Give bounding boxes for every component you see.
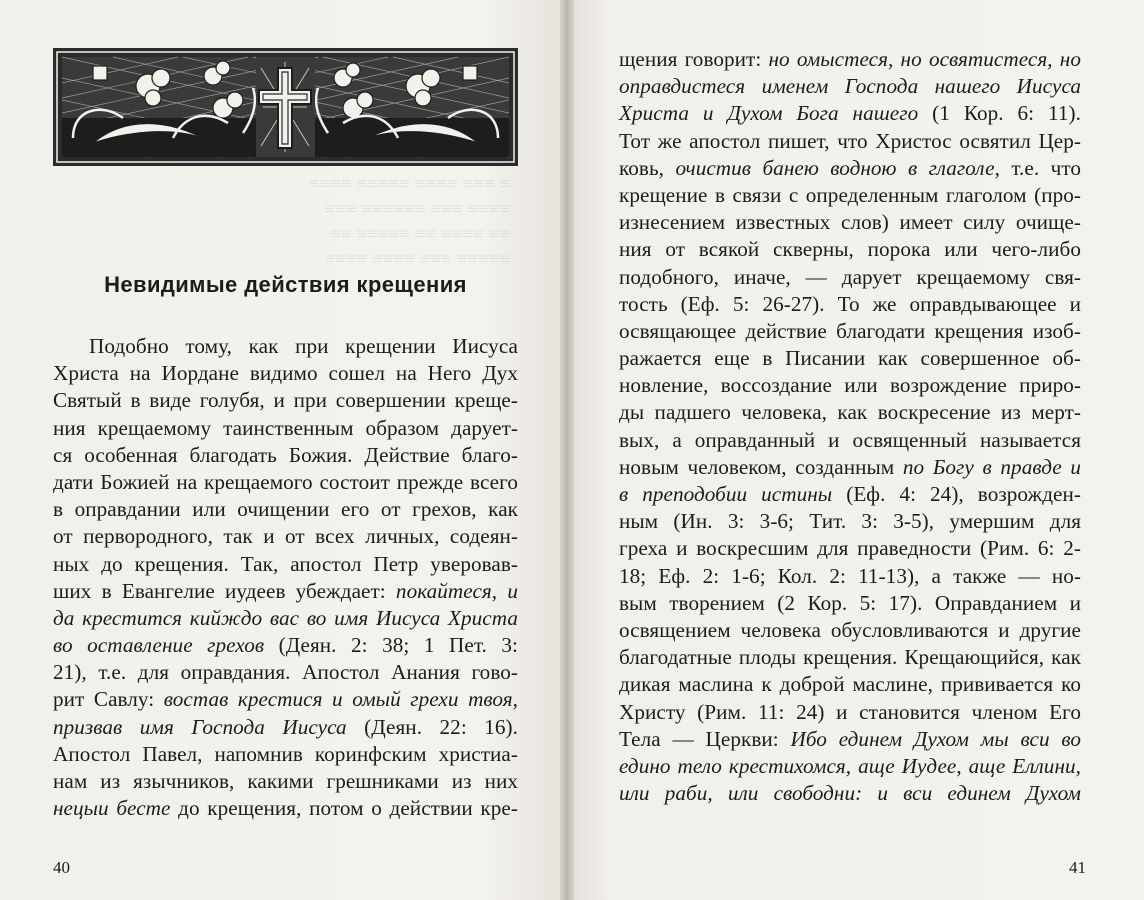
text-line: Христа на Иордане видимо сошел на Него Дух	[53, 361, 518, 386]
text-line: ды падшего человека, как воскресение из мерт-	[619, 400, 1081, 425]
text-line: вым творением (2 Кор. 5: 17). Оправданием и	[619, 590, 1081, 615]
text-line: ражается еще в Писании как совершенное об-	[619, 346, 1081, 371]
text-line	[53, 686, 518, 713]
left-page-body	[53, 333, 518, 822]
text-line	[619, 726, 1081, 753]
text-line	[619, 155, 1081, 182]
text-line: тость (Еф. 5: 26-27). То же оправдывающее и	[619, 291, 1081, 316]
scripture-quote: покайтеся, и	[395, 578, 518, 603]
text-line: крещение в связи с определенным глаголом (про-	[619, 182, 1081, 207]
scripture-quote: востав крестися и омый грехи твоя,	[163, 687, 518, 712]
text-line: Подобно тому, как при крещении Иисуса	[89, 334, 518, 358]
page-number: 40	[53, 858, 70, 877]
floral-ornament-icon	[53, 48, 518, 166]
scripture-quote: но омыстеся, но освятистеся, но	[768, 47, 1081, 71]
text-line	[619, 780, 1081, 807]
text-line	[53, 605, 518, 632]
text-run: (Еф. 4: 24), возрожден-	[832, 482, 1081, 506]
text-line: от первородного, так и от всех личных, содеян-	[53, 524, 518, 549]
text-line: благодатные плоды крещения. Крещающийся, как	[619, 645, 1081, 670]
scripture-quote: Христа и Духом Бога нашего	[619, 101, 919, 126]
text-line	[619, 753, 1081, 780]
book-gutter	[560, 0, 574, 900]
scripture-quote: да крестится кийждо вас во имя Иисуса Христа	[53, 605, 518, 630]
scripture-quote: очистив банею водною в глаголе	[675, 155, 995, 180]
text-run: (Деян. 2: 38; 1 Пет. 3:	[264, 633, 518, 658]
text-line	[619, 481, 1081, 508]
text-line	[53, 714, 518, 741]
text-line: нам из язычников, какими грешниками из них	[53, 769, 518, 793]
scripture-quote: оправдистеся именем Господа нашего Иисуса	[619, 74, 1081, 99]
text-line: изнесением известных слов) имеет силу очище-	[619, 210, 1081, 235]
text-line: греха и воскресшим для праведности (Рим. 6: 2-	[619, 536, 1081, 561]
text-run: рит Савлу:	[53, 687, 164, 712]
scripture-quote: нецыи бесте	[53, 796, 171, 821]
right-page-body	[619, 46, 1081, 807]
page-number: 41	[1069, 858, 1086, 877]
text-line: новление, воссоздание или возрождение приро-	[619, 373, 1081, 398]
text-run: ших в Евангелие иудеев убеждает:	[53, 578, 396, 603]
text-run: щения говорит:	[619, 47, 769, 71]
scripture-quote: или раби, или свободни: и вси единем Духом	[619, 781, 1081, 806]
text-line: ным (Ин. 3: 3-6; Тит. 3: 3-5), умершим для	[619, 509, 1081, 534]
text-line: Святый в виде голубя, и при совершении креще-	[53, 388, 518, 413]
text-line: дикая маслина к доброй маслине, прививается ко	[619, 672, 1081, 697]
text-line	[53, 632, 518, 659]
scripture-quote: в преподобии истины	[619, 482, 833, 506]
text-line	[619, 46, 1081, 73]
text-run: (Деян. 22: 16).	[346, 714, 518, 739]
text-line: Апостол Павел, напомнив коринфским христиа-	[53, 741, 518, 766]
scripture-quote: призвав имя Господа Иисуса	[53, 714, 347, 739]
text-line: ных до крещения. Так, апостол Петр уверовав-	[53, 551, 518, 576]
text-line: освящением человека обусловливаются и другие	[619, 617, 1081, 642]
text-run: до крещения, потом о действии кре-	[170, 796, 518, 821]
scripture-quote: во оставление грехов	[53, 633, 265, 658]
section-heading: Невидимые действия крещения	[104, 272, 467, 297]
scripture-quote: едино тело крестихомся, аще Иудее, аще Еллини,	[619, 753, 1081, 778]
text-run: (1 Кор. 6: 11).	[918, 101, 1081, 126]
text-line: Тот же апостол пишет, что Христос освятил Цер-	[619, 128, 1081, 153]
scripture-quote: по Богу в правде и	[902, 454, 1081, 479]
scripture-quote: Ибо единем Духом мы вси во	[790, 726, 1081, 751]
left-page	[0, 0, 566, 900]
text-line: дати Божией на крещаемого состоит прежде всего	[53, 469, 518, 494]
bleed-through-text: ≡ ≡≡≡ ≡≡≡≡ ≡≡≡≡≡ ≡≡≡≡ ≡≡≡≡ ≡≡≡ ≡≡≡≡≡≡ ≡≡≡ ≡≡ ≡≡≡≡ ≡≡ ≡≡≡≡≡ ≡≡ ≡≡≡≡≡ ≡≡≡ ≡≡≡≡ ≡≡≡≡	[308, 174, 510, 270]
text-line	[53, 795, 518, 822]
text-line: в оправдании или очищении его от грехов, как	[53, 497, 518, 522]
text-line: ния крещаемому таинственным образом дарует-	[53, 415, 518, 440]
text-run: Тела — Церкви:	[619, 726, 791, 751]
text-line: Христу (Рим. 11: 24) и становится членом Его	[619, 699, 1081, 724]
text-line	[619, 73, 1081, 100]
text-line: 18; Еф. 2: 1-6; Кол. 2: 11-13), а также — но-	[619, 563, 1081, 588]
text-run: , т.е. что	[994, 155, 1081, 180]
text-line: освящающее действие благодати крещения изоб-	[619, 318, 1081, 343]
text-line: вых, а оправданный и освященный называется	[619, 427, 1081, 452]
text-line: 21), т.е. для оправдания. Апостол Анания гово-	[53, 660, 518, 685]
text-run: ковь,	[619, 155, 676, 180]
text-line	[53, 578, 518, 605]
text-line: подобного, иначе, — дарует крещаемому свя-	[619, 264, 1081, 289]
text-line	[619, 100, 1081, 127]
text-line: ся особенная благодать Божия. Действие благо-	[53, 442, 518, 467]
right-page	[566, 0, 1144, 900]
text-run: новым человеком, созданным	[619, 454, 903, 479]
text-line: ния от всякой скверны, порока или чего-либо	[619, 237, 1081, 262]
text-line	[619, 454, 1081, 481]
